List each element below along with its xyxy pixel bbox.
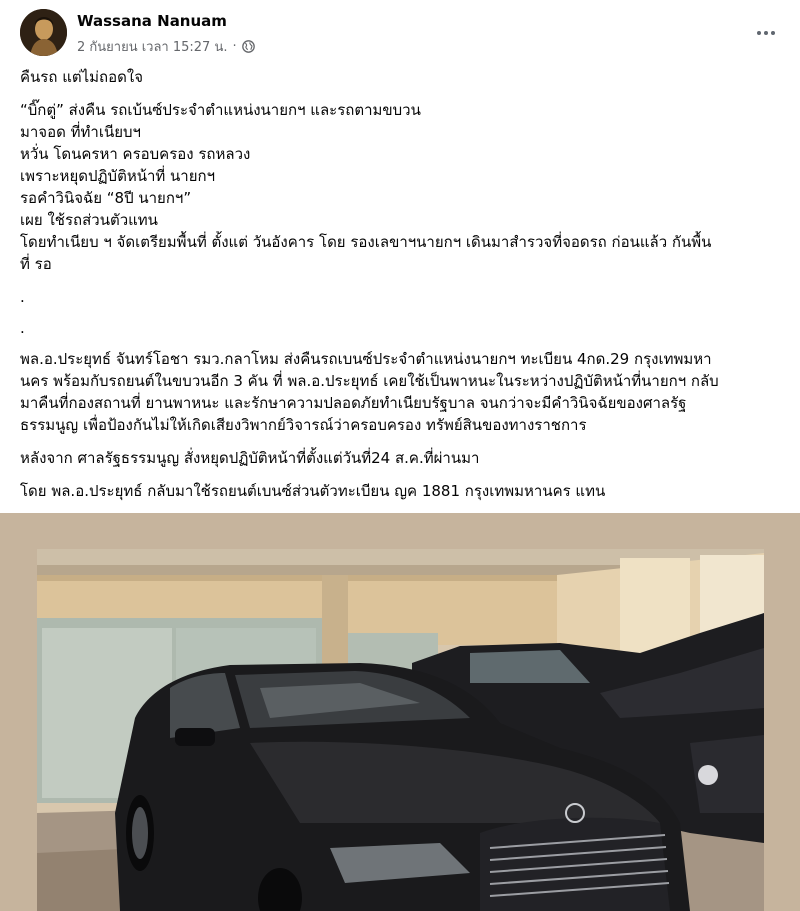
post-line: ธรรมนูญ เพื่อป้องกันไม่ให้เกิดเสียงวิพากย์วิจารณ์ว่าครอบครอง ทรัพย์สินของทางราชการ xyxy=(20,416,587,434)
post-meta xyxy=(77,36,255,57)
post-line: มาคืนที่กองสถานที่ ยานพาหนะ และรักษาความปลอดภัยทำเนียบรัฐบาล จนกว่าจะมีคำวินิจฉัยของศาลรัฐ xyxy=(20,394,687,412)
post-line: โดย พล.อ.ประยุทธ์ กลับมาใช้รถยนต์เบนซ์ส่วนตัวทะเบียน ญค 1881 กรุงเทพมหานคร แทน xyxy=(20,482,606,500)
post-line: เผย ใช้รถส่วนตัวแทน xyxy=(20,211,158,229)
post-line: . xyxy=(20,288,25,306)
globe-icon[interactable] xyxy=(242,40,255,53)
post-line: เพราะหยุดปฏิบัติหน้าที่ นายกฯ xyxy=(20,167,216,185)
post-line: หวั่น โดนครหา ครอบครอง รถหลวง xyxy=(20,145,251,163)
post-line: โดยทำเนียบ ฯ จัดเตรียมพื้นที่ ตั้งแต่ วันอังคาร โดย รองเลขาฯนายกฯ เดินมาสำรวจที่จอดรถ ก่อนแล้ว กันพื้น xyxy=(20,233,712,251)
meta-separator: · xyxy=(232,39,237,54)
post-timestamp[interactable]: 2 กันยายน เวลา 15:27 น. xyxy=(77,40,228,55)
post-line: หลังจาก ศาลรัฐธรรมนูญ สั่งหยุดปฏิบัติหน้าที่ตั้งแต่วันที่24 ส.ค.ที่ผ่านมา xyxy=(20,449,480,467)
author-name[interactable]: Wassana Nanuam xyxy=(77,12,227,30)
post-line: . xyxy=(20,319,25,337)
post-line: ที่ รอ xyxy=(20,255,52,273)
more-options-icon[interactable] xyxy=(748,17,784,49)
post-header xyxy=(20,9,784,57)
post-line: นคร พร้อมกับรถยนต์ในขบวนอีก 3 คัน ที่ พล.อ.ประยุทธ์ เคยใช้เป็นพาหนะในระหว่างปฏิบัติหน้าที่นายกฯ กลับ xyxy=(20,372,719,390)
post-line: “บิ๊กตู่” ส่งคืน รถเบ้นซ์ประจำตำแหน่งนายกฯ และรถตามขบวน xyxy=(20,101,421,119)
post-body xyxy=(20,66,782,502)
post-photo[interactable] xyxy=(0,513,800,911)
post-line: รอคำวินิจฉัย “8ปี นายกฯ” xyxy=(20,189,192,207)
post-headline: คืนรถ แต่ไม่ถอดใจ xyxy=(20,68,143,86)
post-line: พล.อ.ประยุทธ์ จันทร์โอชา รมว.กลาโหม ส่งคืนรถเบนซ์ประจำตำแหน่งนายกฯ ทะเบียน 4กด.29 กรุงเทพมหา xyxy=(20,350,712,368)
post-line: มาจอด ที่ทำเนียบฯ xyxy=(20,123,141,141)
avatar[interactable] xyxy=(20,9,67,56)
